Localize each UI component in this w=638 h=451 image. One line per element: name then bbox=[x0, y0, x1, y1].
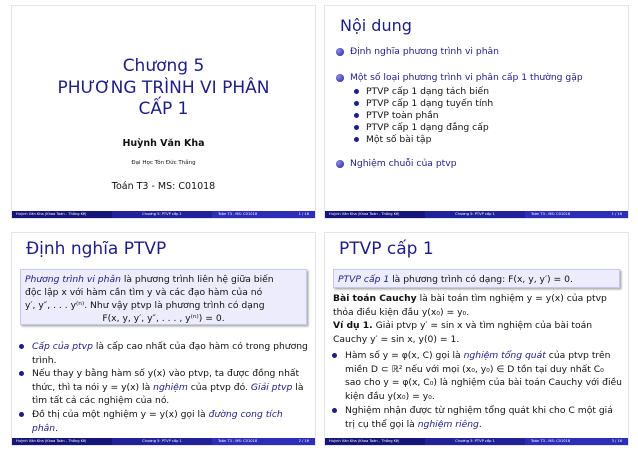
definition-block: PTVP cấp 1 là phương trình có dạng: F(x, y, y′) = 0. bbox=[333, 269, 620, 288]
slide-title[interactable] bbox=[12, 6, 315, 218]
slide-heading: PTVP cấp 1 bbox=[339, 239, 434, 259]
bullet-dot-icon bbox=[354, 101, 359, 106]
footer-author: Huỳnh Văn Kha (Khoa Toán - Thống Kê) bbox=[12, 438, 112, 445]
toc-subitem-4[interactable]: PTVP cấp 1 dạng đẳng cấp bbox=[354, 122, 489, 133]
footer-page: 3 / 16 bbox=[611, 439, 622, 443]
chapter-title-line1: PHƯƠNG TRÌNH VI PHÂN bbox=[57, 78, 270, 98]
footer-page: 2 / 16 bbox=[298, 439, 309, 443]
definition-formula: F(x, y, y′, y″, . . . , y⁽ⁿ⁾) = 0. bbox=[102, 313, 225, 324]
slide-footer bbox=[325, 438, 628, 445]
bullet-order: Cấp của ptvp là cấp cao nhất của đạo hàm có trong phương trình. bbox=[32, 340, 309, 367]
footer-chapter: Chương 5: PTVP cấp 1 bbox=[112, 211, 212, 218]
example-text: Ví dụ 1. Giải ptvp y′ = sin x và tìm nghiệm của bài toán Cauchy y′ = sin x, y(0) = 1. bbox=[333, 320, 593, 345]
slide-footer bbox=[12, 211, 315, 218]
bullet-dot-icon bbox=[19, 371, 24, 376]
footer-course: Toán T3 - MS: C01018 bbox=[217, 439, 258, 443]
footer-author: Huỳnh Văn Kha (Khoa Toán - Thống Kê) bbox=[325, 211, 425, 218]
footer-author: Huỳnh Văn Kha (Khoa Toán - Thống Kê) bbox=[12, 211, 112, 218]
bullet-solution: Nếu thay y bằng hàm số y(x) vào ptvp, ta được đồng nhất thức, thì ta nói y = y(x) là nghiệm của ptvp đó. Giải ptvp là tìm tất cả các nghiệm của nó. bbox=[32, 367, 309, 408]
toc-item-2[interactable]: Một số loại phương trình vi phân cấp 1 thường gặp bbox=[336, 72, 583, 83]
footer-course: Toán T3 - MS: C01018 bbox=[217, 212, 258, 216]
definition-block: Phương trình vi phân là phương trình liên hệ giữa biến độc lập x với hàm cần tìm y và các đạo hàm của nó y′, y″, . . . y⁽ⁿ⁾. Như vậy ptvp là phương trình có dạng F(x, y, y′, y″, . . . , y⁽ⁿ⁾) = 0. bbox=[20, 269, 307, 325]
cauchy-problem-text: Bài toán Cauchy là bài toán tìm nghiệm y = y(x) của ptvp thỏa điều kiện đầu y(x₀) = y₀. bbox=[333, 293, 607, 318]
footer-course: Toán T3 - MS: C01018 bbox=[530, 439, 571, 443]
bullet-dot-icon bbox=[354, 89, 359, 94]
bullet-particular-solution: Nghiệm nhận được từ nghiệm tổng quát khi cho C một giá trị cụ thể gọi là nghiệm riêng. bbox=[345, 404, 622, 431]
chapter-title-line2: CẤP 1 bbox=[138, 99, 189, 119]
footer-chapter: Chương 5: PTVP cấp 1 bbox=[425, 438, 525, 445]
toc-subitem-1[interactable]: PTVP cấp 1 dạng tách biến bbox=[354, 86, 489, 97]
footer-chapter: Chương 5: PTVP cấp 1 bbox=[425, 211, 525, 218]
contents-title: Nội dung bbox=[340, 16, 412, 35]
toc-subitem-3[interactable]: PTVP toàn phần bbox=[354, 110, 439, 121]
footer-page: 1 / 16 bbox=[611, 212, 622, 216]
author-name: Huỳnh Văn Kha bbox=[122, 138, 205, 149]
bullet-ball-icon bbox=[336, 48, 344, 56]
footer-course: Toán T3 - MS: C01018 bbox=[530, 212, 571, 216]
bullet-dot-icon bbox=[354, 137, 359, 142]
bullet-integral-curve: Đồ thị của một nghiệm y = y(x) gọi là đường cong tích phân. bbox=[32, 408, 309, 435]
footer-chapter: Chương 5: PTVP cấp 1 bbox=[112, 438, 212, 445]
bullet-dot-icon bbox=[19, 412, 24, 417]
slide-definition[interactable] bbox=[12, 233, 315, 445]
footer-author: Huỳnh Văn Kha (Khoa Toán - Thống Kê) bbox=[325, 438, 425, 445]
bullet-general-solution: Hàm số y = φ(x, C) gọi là nghiệm tổng quát của ptvp trên miền D ⊂ ℝ² nếu với mọi (x₀, y₀) ∈ D tồn tại duy nhất C₀ sao cho y = φ(x, C₀) là nghiệm của bài toán Cauchy với điều kiện đầu y(x₀) = y₀. bbox=[345, 349, 622, 403]
bullet-dot-icon bbox=[332, 353, 337, 358]
bullet-ball-icon bbox=[336, 160, 344, 168]
toc-subitem-2[interactable]: PTVP cấp 1 dạng tuyến tính bbox=[354, 98, 493, 109]
slide-heading: Định nghĩa PTVP bbox=[26, 239, 167, 259]
chapter-label: Chương 5 bbox=[122, 56, 205, 76]
course-code: Toán T3 - MS: C01018 bbox=[111, 181, 216, 192]
bullet-dot-icon bbox=[354, 113, 359, 118]
bullet-dot-icon bbox=[19, 344, 24, 349]
bullet-dot-icon bbox=[332, 408, 337, 413]
bullet-ball-icon bbox=[336, 74, 344, 82]
slide-contents[interactable] bbox=[325, 6, 628, 218]
slide-footer bbox=[325, 211, 628, 218]
toc-item-1[interactable]: Định nghĩa phương trình vi phân bbox=[336, 46, 499, 57]
footer-page: 1 / 16 bbox=[298, 212, 309, 216]
slide-footer bbox=[12, 438, 315, 445]
toc-item-3[interactable]: Nghiệm chuỗi của ptvp bbox=[336, 158, 457, 169]
toc-subitem-5[interactable]: Một số bài tập bbox=[354, 134, 431, 145]
bullet-dot-icon bbox=[354, 125, 359, 130]
university-name: Đại Học Tôn Đức Thắng bbox=[131, 160, 196, 166]
slide-first-order[interactable] bbox=[325, 233, 628, 445]
